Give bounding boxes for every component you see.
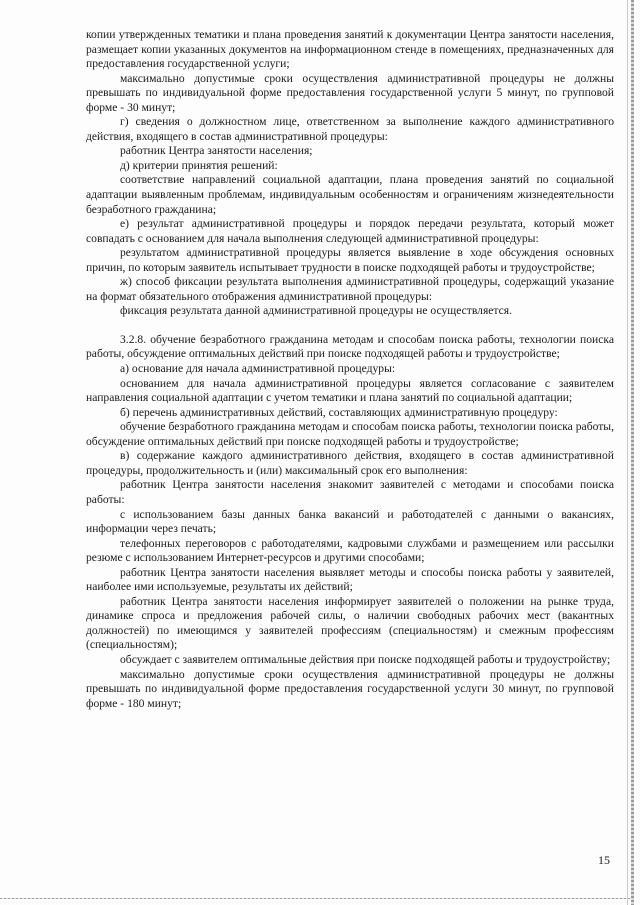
- paragraph: копии утвержденных тематики и плана проведения занятий к документации Центра занятости населения, размещает копии указанных документов на информационном стенде в помещениях, предназначенных для предоставления государственной услуги;: [86, 28, 614, 71]
- scan-edge-right-inner: [627, 0, 628, 905]
- paragraph: максимально допустимые сроки осуществления административной процедуры не должны превышать по индивидуальной форме предоставления государственной услуги 5 минут, по групповой форме - 30 минут;: [86, 71, 614, 114]
- paragraph: работник Центра занятости населения;: [120, 144, 313, 158]
- paragraph: а) основание для начала административной процедуры:: [120, 362, 396, 376]
- paragraph: обучение безработного гражданина методам и способам поиска работы, технологии поиска работы, обсуждение оптимальных действий при поиске подходящей работы и трудоустройстве;: [86, 420, 614, 448]
- scan-edge-right: [631, 0, 634, 905]
- paragraph: с использованием базы данных банка вакансий и работодателей с данными о вакансиях, информации через печать;: [86, 507, 614, 536]
- page-number: 15: [598, 853, 610, 867]
- paragraph: работник Центра занятости населения информирует заявителей о положении на рынке труда, динамике спроса и предложения рабочей силы, о наличии свободных рабочих мест (вакантных должностей) по имеющимся у заявителей профессиям (специальностям) и смежным профессиям (специальностям);: [86, 594, 614, 652]
- paragraph: г) сведения о должностном лице, ответственном за выполнение каждого административного действия, входящего в состав административной процедуры:: [86, 115, 614, 143]
- paragraph: фиксация результата данной административной процедуры не осуществляется.: [120, 304, 513, 318]
- paragraph: в) содержание каждого административного действия, входящего в состав административной процедуры, продолжительность и (или) максимальный срок его выполнения:: [86, 449, 614, 477]
- scan-edge-bottom: [0, 898, 632, 899]
- paragraph: телефонных переговоров с работодателями, кадровыми службами и размещением или рассылки резюме с использованием Интернет-ресурсов и другими способами;: [86, 536, 614, 565]
- paragraph: обсуждает с заявителем оптимальные действия при поиске подходящей работы и трудоустройству;: [120, 652, 611, 666]
- paragraph: максимально допустимые сроки осуществления административной процедуры не должны превышать по индивидуальной форме предоставления государственной услуги 30 минут, по групповой форме - 180 минут;: [86, 667, 614, 710]
- paragraph: работник Центра занятости населения выявляет методы и способы поиска работы у заявителей, наиболее ими используемые, результаты их действий;: [86, 565, 614, 594]
- document-body: [86, 28, 614, 711]
- paragraph: работник Центра занятости населения знакомит заявителей с методами и способами поиска работы:: [86, 478, 614, 506]
- paragraph: е) результат административной процедуры и порядок передачи результата, который может совпадать с основанием для начала выполнения следующей административной процедуры:: [86, 217, 614, 245]
- paragraph: соответствие направлений социальной адаптации, плана проведения занятий по социальной адаптации выявленным проблемам, индивидуальным особенностям и ограничениям жизнедеятельности безработного гражданина;: [86, 173, 614, 216]
- paragraph: основанием для начала административной процедуры является согласование с заявителем направления социальной адаптации с учетом тематики и плана занятий по социальной адаптации;: [86, 376, 614, 405]
- section-heading: 3.2.8. обучение безработного гражданина методам и способам поиска работы, технологии поиска работы, обсуждение оптимальных действий при поиске подходящей работы и трудоустройстве;: [86, 332, 614, 361]
- paragraph: результатом административной процедуры является выявление в ходе обсуждения основных причин, по которым заявитель испытывает трудности в поиске подходящей работы и трудоустройстве;: [86, 246, 614, 274]
- paragraph: б) перечень административных действий, составляющих административную процедуру:: [120, 405, 558, 419]
- paragraph: д) критерии принятия решений:: [120, 158, 278, 172]
- paragraph: ж) способ фиксации результата выполнения административной процедуры, содержащий указание на формат обязательного отображения административной процедуры:: [86, 275, 614, 303]
